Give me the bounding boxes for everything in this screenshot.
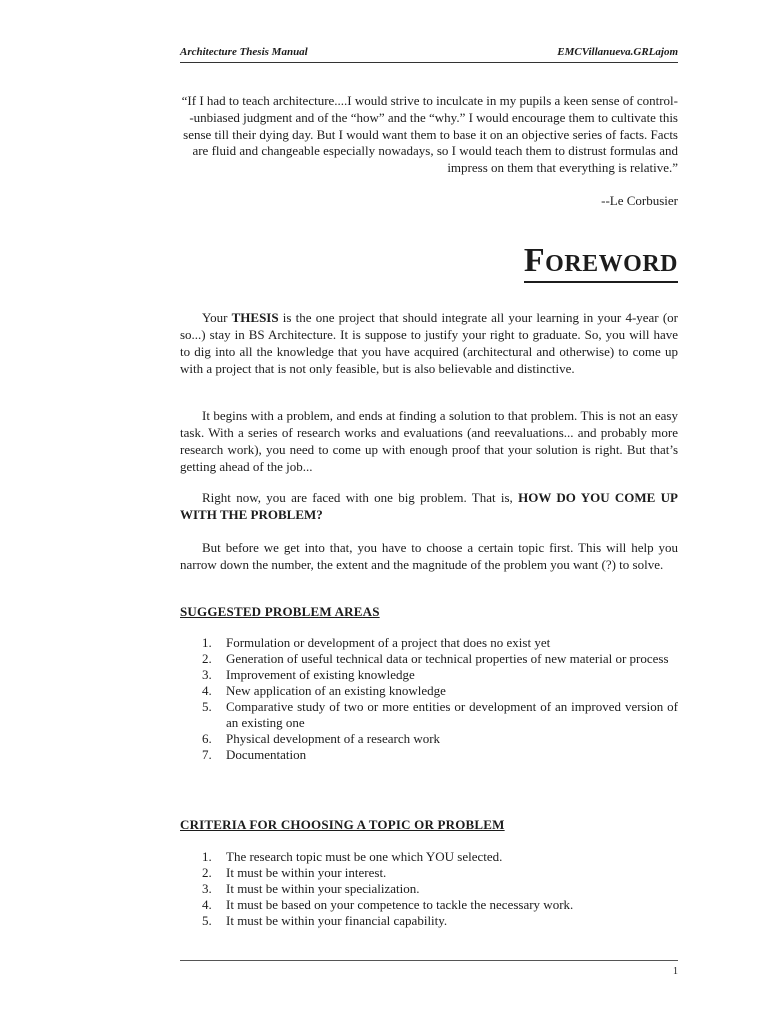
list-number: 4. <box>202 683 212 698</box>
page-header <box>180 46 678 63</box>
list-number: 7. <box>202 747 212 762</box>
list-text: It must be within your specialization. <box>226 881 420 896</box>
list-item <box>180 849 678 865</box>
list-item <box>180 667 678 683</box>
list-text: Formulation or development of a project that does no exist yet <box>226 635 551 650</box>
footer-divider <box>180 960 678 961</box>
list-item <box>180 683 678 699</box>
list-number: 1. <box>202 849 212 864</box>
list-number: 3. <box>202 881 212 896</box>
list-number: 2. <box>202 651 212 666</box>
list-text: It must be within your interest. <box>226 865 387 880</box>
list-text: Comparative study of two or more entities or development of an improved version of an existing one <box>226 699 678 730</box>
list-text: Documentation <box>226 747 307 762</box>
paragraph-problem-solution: It begins with a problem, and ends at finding a solution to that problem. This is not an easy task. With a series of research works and evaluations (and reevaluations... and probably more research work), you need to come up with enough proof that your solution is right. But that’s getting ahead of the job... <box>180 408 678 474</box>
list-text: New application of an existing knowledge <box>226 683 446 698</box>
section-title-criteria: CRITERIA FOR CHOOSING A TOPIC OR PROBLEM <box>180 817 505 832</box>
list-item <box>180 897 678 913</box>
list-number: 3. <box>202 667 212 682</box>
section-title-problem-areas: SUGGESTED PROBLEM AREAS <box>180 604 380 619</box>
list-item <box>180 731 678 747</box>
epigraph-author: --Le Corbusier <box>601 193 678 208</box>
list-text: Generation of useful technical data or technical properties of new material or process <box>226 651 669 666</box>
list-item <box>180 651 678 667</box>
list-number: 5. <box>202 913 212 928</box>
list-text: Physical development of a research work <box>226 731 441 746</box>
paragraph-text: is the one project that should integrate all your learning in your 4-year (or so...) stay in BS Architecture. It is suppose to justify your right to graduate. So, you will have to dig into all the knowledge that you have acquired (architectural and otherwise) to come up with a project that is not only feasible, but is also believable and distinctive. <box>180 310 678 376</box>
paragraph-emphasis: THESIS <box>231 310 279 325</box>
header-manual-title: Architecture Thesis Manual <box>180 46 308 58</box>
list-text: It must be based on your competence to tackle the necessary work. <box>226 897 574 912</box>
list-item <box>180 865 678 881</box>
criteria-list <box>180 849 678 929</box>
header-authors: EMCVillanueva.GRLajom <box>557 46 678 58</box>
list-number: 2. <box>202 865 212 880</box>
list-item <box>180 635 678 651</box>
list-item <box>180 747 678 763</box>
list-item <box>180 699 678 731</box>
title-initial: F <box>523 242 546 279</box>
list-text: The research topic must be one which YOU selected. <box>226 849 503 864</box>
paragraph-emphasis: HOW DO YOU COME UP WITH THE PROBLEM? <box>180 490 678 522</box>
paragraph-choose-topic: But before we get into that, you have to choose a certain topic first. This will help you narrow down the number, the extent and the magnitude of the problem you want (?) to solve. <box>180 540 678 572</box>
title-rest: OREWORD <box>545 251 678 277</box>
list-number: 1. <box>202 635 212 650</box>
paragraph-thesis-intro <box>180 309 678 377</box>
epigraph-quote: “If I had to teach architecture....I would strive to inculcate in my pupils a keen sense of control--unbiased judgment and of the “how” and the “why.” I would encourage them to cultivate this sense till their dying day. But I would want them to base it on an objective series of facts. Facts are fluid and changeable especially nowadays, so I would teach them to distrust formulas and impress on them that everything is relative.” <box>181 93 678 176</box>
paragraph-big-problem <box>180 489 678 523</box>
paragraph-text: Your <box>202 310 232 325</box>
list-number: 6. <box>202 731 212 746</box>
list-text: Improvement of existing knowledge <box>226 667 415 682</box>
page-title <box>524 244 678 283</box>
paragraph-text: Right now, you are faced with one big problem. That is, <box>202 490 519 505</box>
list-text: It must be within your financial capability. <box>226 913 448 928</box>
list-number: 4. <box>202 897 212 912</box>
list-number: 5. <box>202 699 212 714</box>
list-item <box>180 913 678 929</box>
page-number: 1 <box>673 966 678 977</box>
problem-areas-list <box>180 635 678 763</box>
list-item <box>180 881 678 897</box>
